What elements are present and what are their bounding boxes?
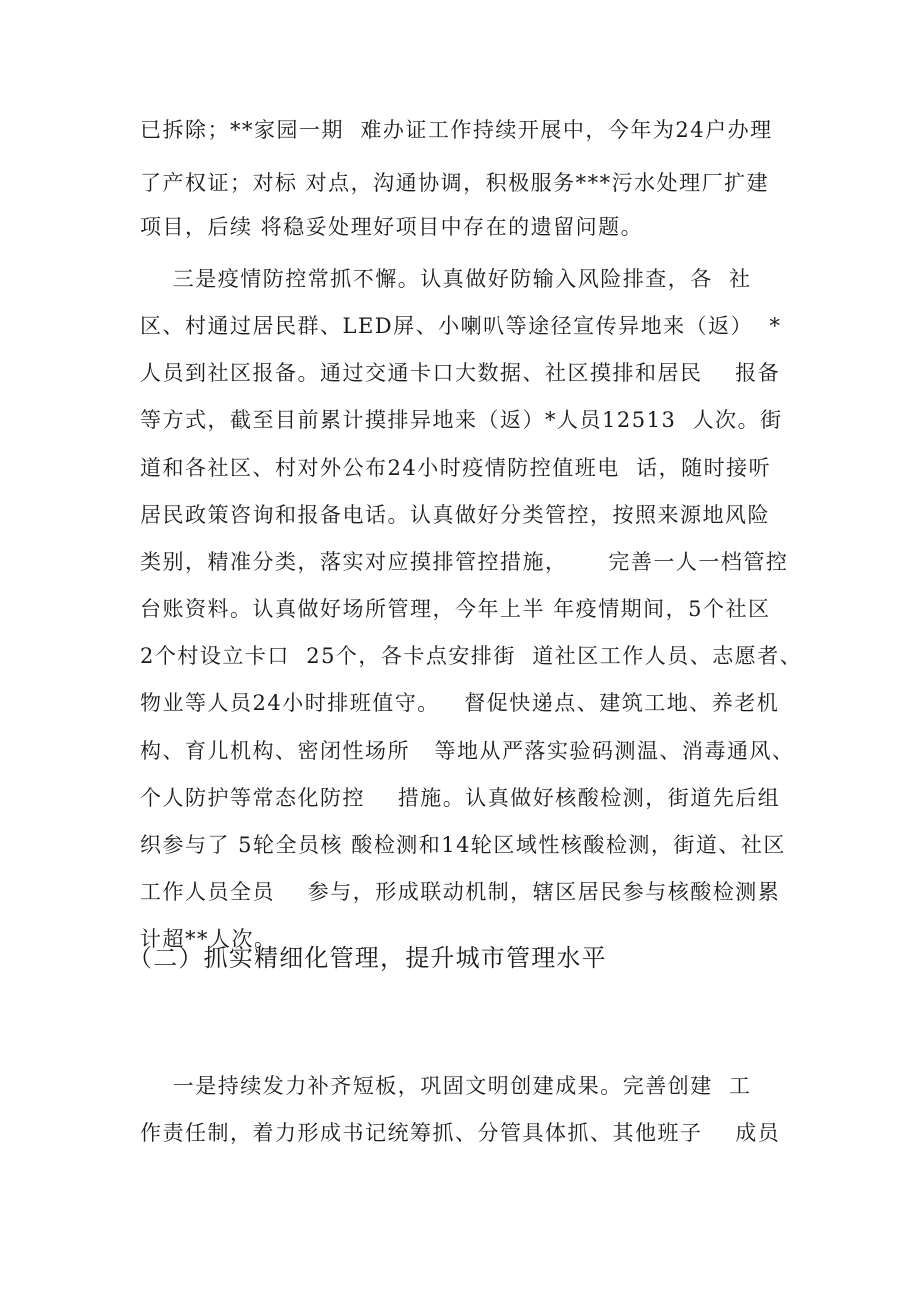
paragraph-line: 居民政策咨询和报备电话。认真做好分类管控，按照来源地风险 [140,503,770,527]
paragraph-line: 已拆除；**家园一期 难办证工作持续开展中，今年为24户办理 [140,118,773,142]
section-heading: （二）抓实精细化管理，提升城市管理水平 [128,944,607,972]
paragraph-line: 人员到社区报备。通过交通卡口大数据、社区摸排和居民 报备 [140,361,781,385]
paragraph-line: 三是疫情防控常抓不懈。认真做好防输入风险排查，各 社 [140,267,752,291]
paragraph-line: 织参与了 5轮全员核 酸检测和14轮区域性核酸检测，街道、社区 [140,833,786,857]
paragraph-line: 作责任制，着力形成书记统筹抓、分管具体抓、其他班子 成员 [140,1121,781,1145]
paragraph-line: 道和各社区、村对外公布24小时疫情防控值班电 话，随时接听 [140,456,772,480]
paragraph-line: 类别，精准分类，落实对应摸排管控措施， 完善一人一档管控 [140,550,789,574]
paragraph-line: 台账资料。认真做好场所管理，今年上半 年疫情期间，5个社区 [140,597,771,621]
paragraph-line: 构、育儿机构、密闭性场所 等地从严落实验码测温、消毒通风、 [140,739,795,763]
paragraph-line: 工作人员全员 参与，形成联动机制，辖区居民参与核酸检测累 [140,880,781,904]
paragraph-line: 等方式，截至目前累计摸排异地来（返）*人员12513 人次。街 [140,408,783,432]
paragraph-line: 区、村通过居民群、LED屏、小喇叭等途径宣传异地来（返） * [140,314,782,338]
paragraph-line: 项目，后续 将稳妥处理好项目中存在的遗留问题。 [140,215,644,239]
paragraph-line: 个人防护等常态化防控 措施。认真做好核酸检测，街道先后组 [140,786,781,810]
paragraph-line: 物业等人员24小时排班值守。 督促快递点、建筑工地、养老机 [140,691,780,715]
paragraph-line: 一是持续发力补齐短板，巩固文明创建成果。完善创建 工 [140,1074,752,1098]
paragraph-line: 计超**人次。 [140,927,277,951]
paragraph-line: 2个村设立卡口 25个，各卡点安排街 道社区工作人员、志愿者、 [140,644,803,668]
paragraph-line: 了产权证；对标 对点，沟通协调，积极服务***污水处理厂扩建 [140,171,770,195]
